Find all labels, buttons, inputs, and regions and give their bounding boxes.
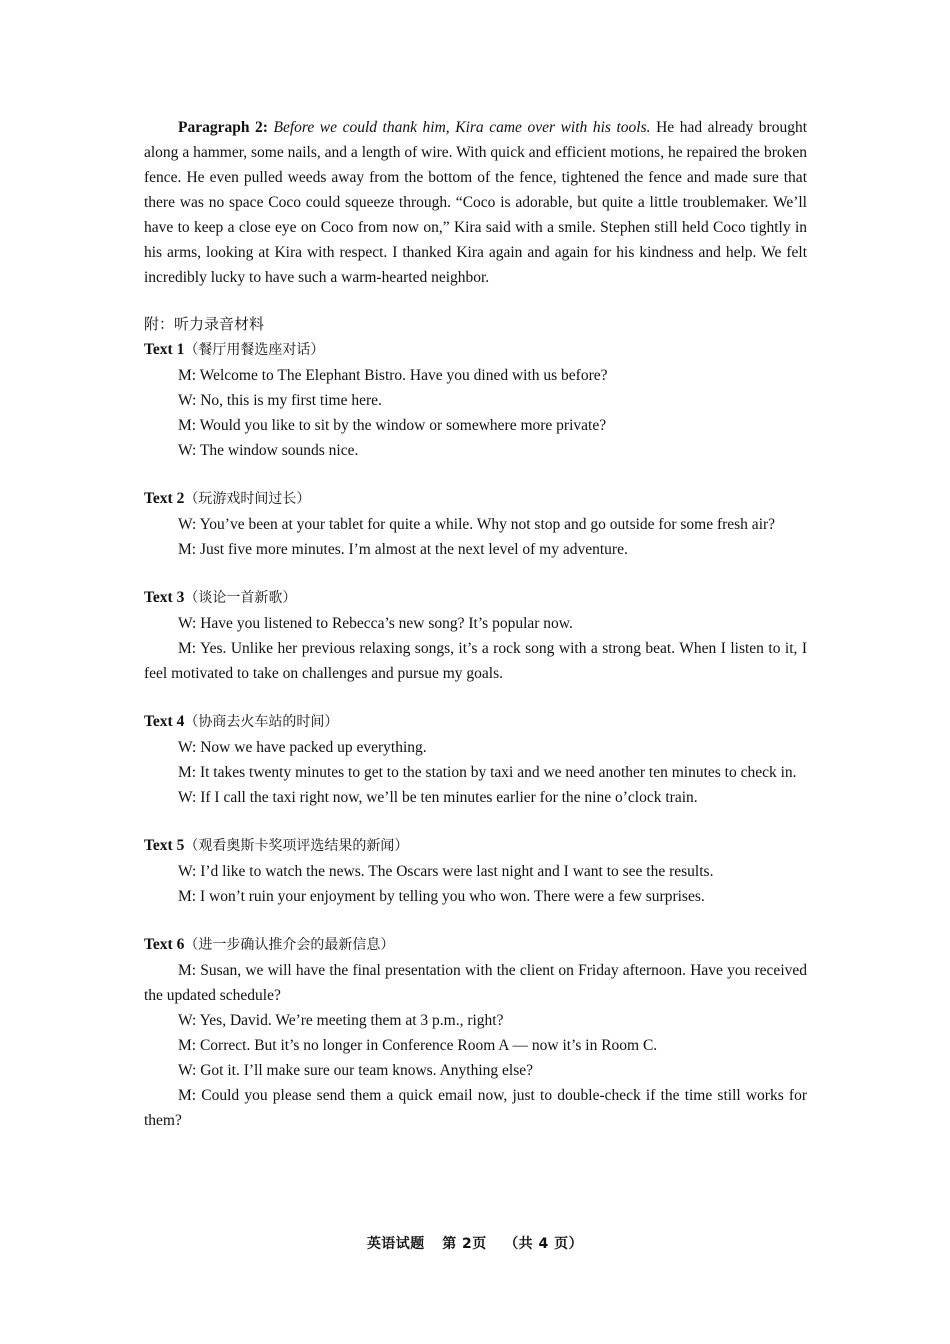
transcript-title [144,337,807,363]
transcript-section [144,585,807,686]
dialogue-line: W: If I call the taxi right now, we’ll be ten minutes earlier for the nine o’clock train. [178,789,698,806]
transcript-topic: （协商去火车站的时间） [184,714,339,730]
dialogue-line: W: You’ve been at your tablet for quite a while. Why not stop and go outside for some fresh air? [178,516,776,533]
transcript-title [144,486,807,512]
document-body [144,115,807,1133]
dialogue-line: M: Yes. Unlike her previous relaxing songs, it’s a rock song with a strong beat. When I listen to it, I feel motivated to take on challenges and pursue my goals. [144,640,807,682]
dialogue-line: M: I won’t ruin your enjoyment by telling you who won. There were a few surprises. [178,888,705,905]
dialogue-line: M: Correct. But it’s no longer in Conference Room A — now it’s in Room C. [178,1037,658,1054]
transcript-topic: （餐厅用餐选座对话） [184,342,325,358]
dialogue-line: W: Have you listened to Rebecca’s new song? It’s popular now. [178,615,573,632]
transcript-section [144,486,807,562]
dialogue-line: M: Welcome to The Elephant Bistro. Have you dined with us before? [178,367,608,384]
transcript-section [144,833,807,909]
paragraph-italic-opening: Before we could thank him, Kira came over with his tools. [273,119,651,136]
appendix-title: 附：听力录音材料 [144,315,265,333]
transcript-title [144,833,807,859]
transcript-topic: （玩游戏时间过长） [184,491,311,507]
dialogue-line: W: No, this is my first time here. [178,392,382,409]
transcript-label: Text 4 [144,713,185,730]
transcript-section [144,932,807,1133]
dialogue-line: M: Just five more minutes. I’m almost at the next level of my adventure. [178,541,628,558]
transcript-topic: （观看奥斯卡奖项评选结果的新闻） [184,838,409,854]
transcript-label: Text 1 [144,341,185,358]
transcript-section [144,337,807,463]
dialogue-line: M: Susan, we will have the final presentation with the client on Friday afternoon. Have you received the updated schedule? [144,962,807,1004]
transcript-topic: （谈论一首新歌） [184,590,297,606]
transcript-label: Text 2 [144,490,185,507]
paragraph-label: Paragraph 2: [178,119,268,136]
transcript-title [144,709,807,735]
page-footer [0,1233,950,1253]
transcript-title [144,932,807,958]
dialogue-line: M: It takes twenty minutes to get to the station by taxi and we need another ten minutes to check in. [178,764,797,781]
dialogue-line: W: I’d like to watch the news. The Oscars were last night and I want to see the results. [178,863,714,880]
dialogue-line: W: Yes, David. We’re meeting them at 3 p.m., right? [178,1012,504,1029]
transcript-label: Text 3 [144,589,185,606]
dialogue-line: W: Got it. I’ll make sure our team knows. Anything else? [178,1062,533,1079]
dialogue-line: M: Could you please send them a quick email now, just to double-check if the time still works for them? [144,1087,807,1129]
paragraph-body: He had already brought along a hammer, some nails, and a length of wire. With quick and efficient motions, he repaired the broken fence. He even pulled weeds away from the bottom of the fence, tightened the fence and made sure that there was no space Coco could squeeze through. “Coco is adorable, but quite a little troublemaker. We’ll have to keep a close eye on Coco from now on,” Kira said with a smile. Stephen still held Coco tightly in his arms, looking at Kira with respect. I thanked Kira again and again for his kindness and help. We felt incredibly lucky to have such a warm-hearted neighbor. [144,119,808,286]
paragraph-2 [144,115,807,290]
transcript-title [144,585,807,611]
footer-page-number: 第 2页 [442,1236,487,1252]
transcript-label: Text 5 [144,837,185,854]
dialogue-line: W: The window sounds nice. [178,442,359,459]
transcript-section [144,709,807,810]
listening-transcripts [144,337,807,1133]
dialogue-line: W: Now we have packed up everything. [178,739,427,756]
transcript-label: Text 6 [144,936,185,953]
dialogue-line: M: Would you like to sit by the window or somewhere more private? [178,417,607,434]
transcript-topic: （进一步确认推介会的最新信息） [184,937,395,953]
footer-subject: 英语试题 [366,1236,425,1252]
footer-total-pages: （共 4 页） [504,1236,584,1252]
